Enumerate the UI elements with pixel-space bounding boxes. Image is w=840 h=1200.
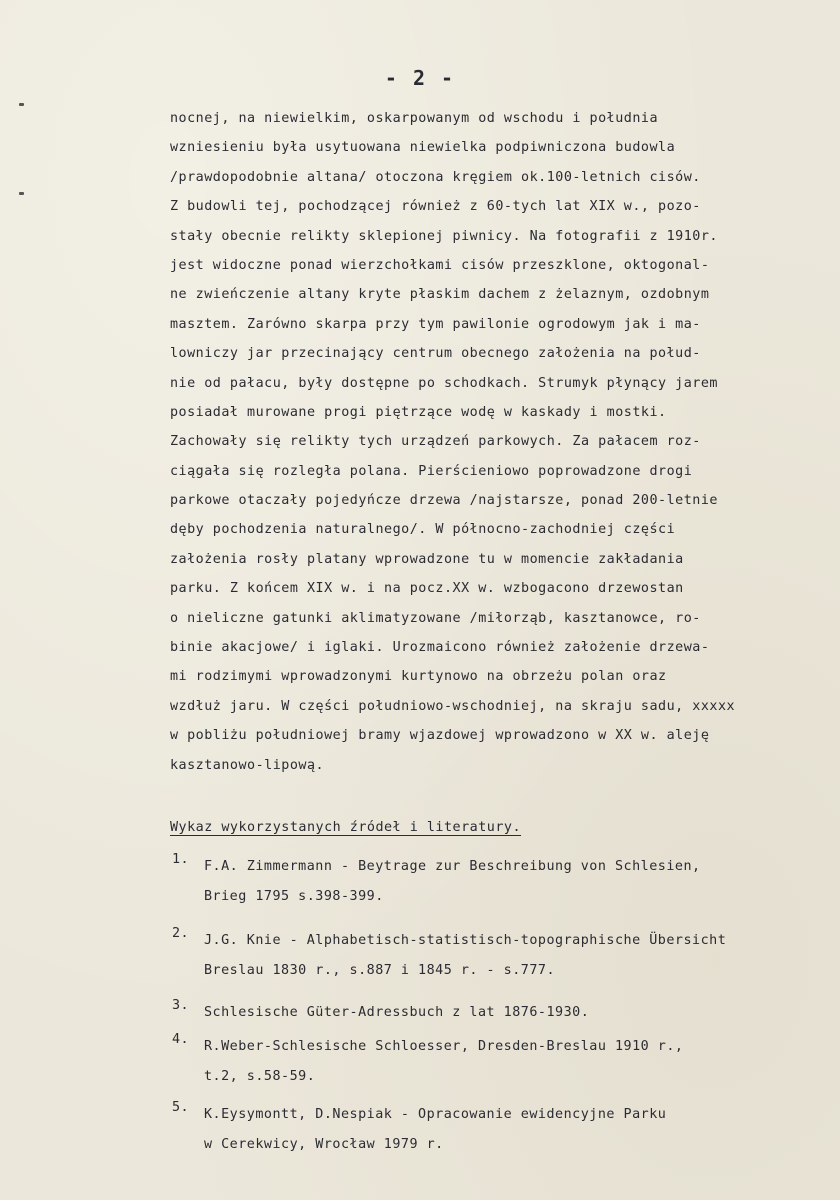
text-line: Zachowały się relikty tych urządzeń parkowych. Za pałacem roz- <box>170 434 701 450</box>
page-number: - 2 - <box>384 66 456 90</box>
text-line: binie akacjowe/ i iglaki. Urozmaicono również założenie drzewa- <box>170 640 710 656</box>
text-line: parkowe otaczały pojedyńcze drzewa /najstarsze, ponad 200-letnie <box>170 493 718 509</box>
ref-number: 2. <box>172 926 190 941</box>
text-line: wzniesieniu była usytuowana niewielka podpiwniczona budowla <box>170 140 676 156</box>
list-item <box>172 1032 840 1092</box>
text-line: wzdłuż jaru. W części południowo-wschodniej, na skraju sadu, xxxxx <box>170 698 736 714</box>
text-line: lowniczy jar przecinający centrum obecnego założenia na połud- <box>170 346 701 362</box>
list-item <box>172 998 840 1028</box>
punch-mark <box>19 192 24 195</box>
text-line: nie od pałacu, były dostępne po schodkach. Strumyk płynący jarem <box>170 375 718 391</box>
text-line: masztem. Zarówno skarpa przy tym pawilonie ogrodowym jak i ma- <box>170 316 701 332</box>
text-line: jest widoczne ponad wierzchołkami cisów przeszklone, oktogonal- <box>170 257 710 273</box>
text-line: dęby pochodzenia naturalnego/. W północno-zachodniej części <box>170 522 676 538</box>
ref-number: 1. <box>172 852 190 867</box>
ref-line: F.A. Zimmermann - Beytrage zur Beschreibung von Schlesien, <box>204 859 701 874</box>
text-line: ne zwieńczenie altany kryte płaskim dachem z żelaznym, ozdobnym <box>170 287 710 303</box>
text-line: mi rodzimymi wprowadzonymi kurtynowo na obrzeżu polan oraz <box>170 669 667 685</box>
bibliography-list <box>172 852 840 1160</box>
text-line: /prawdopodobnie altana/ otoczona kręgiem ok.100-letnich cisów. <box>170 169 701 185</box>
text-line: o nieliczne gatunki aklimatyzowane /miłorząb, kasztanowce, ro- <box>170 610 701 626</box>
list-item <box>172 1100 840 1160</box>
text-line: w pobliżu południowej bramy wjazdowej wprowadzono w XX w. aleję <box>170 728 710 744</box>
ref-line: K.Eysymontt, D.Nespiak - Opracowanie ewidencyjne Parku <box>204 1107 667 1122</box>
ref-line: Schlesische Güter-Adressbuch z lat 1876-1930. <box>204 1005 590 1020</box>
text-line: kasztanowo-lipową. <box>170 757 325 773</box>
text-line: stały obecnie relikty sklepionej piwnicy. Na fotografii z 1910r. <box>170 228 718 244</box>
ref-number: 3. <box>172 998 190 1013</box>
list-item <box>172 852 840 912</box>
text-line: Z budowli tej, pochodzącej również z 60-tych lat XIX w., pozo- <box>170 199 701 215</box>
ref-line: t.2, s.58-59. <box>204 1069 316 1084</box>
ref-number: 5. <box>172 1100 190 1115</box>
ref-line: R.Weber-Schlesische Schloesser, Dresden-Breslau 1910 r., <box>204 1039 684 1054</box>
text-line: założenia rosły platany wprowadzone tu w momencie zakładania <box>170 551 684 567</box>
ref-line: Brieg 1795 s.398-399. <box>204 889 384 904</box>
text-line: ciągała się rozległa polana. Pierścieniowo poprowadzone drogi <box>170 463 693 479</box>
text-line: posiadał murowane progi piętrzące wodę w kaskady i mostki. <box>170 404 667 420</box>
text-line: parku. Z końcem XIX w. i na pocz.XX w. wzbogacono drzewostan <box>170 581 684 597</box>
ref-line: Breslau 1830 r., s.887 i 1845 r. - s.777. <box>204 963 556 978</box>
text-line: nocnej, na niewielkim, oskarpowanym od wschodu i południa <box>170 111 659 126</box>
punch-mark <box>19 103 24 106</box>
list-item <box>172 926 840 986</box>
ref-line: J.G. Knie - Alphabetisch-statistisch-topographische Übersicht <box>204 933 727 948</box>
ref-line: w Cerekwicy, Wrocław 1979 r. <box>204 1137 444 1152</box>
body-paragraph <box>170 104 840 780</box>
bibliography-heading: Wykaz wykorzystanych źródeł i literatury. <box>170 820 522 835</box>
ref-number: 4. <box>172 1032 190 1047</box>
